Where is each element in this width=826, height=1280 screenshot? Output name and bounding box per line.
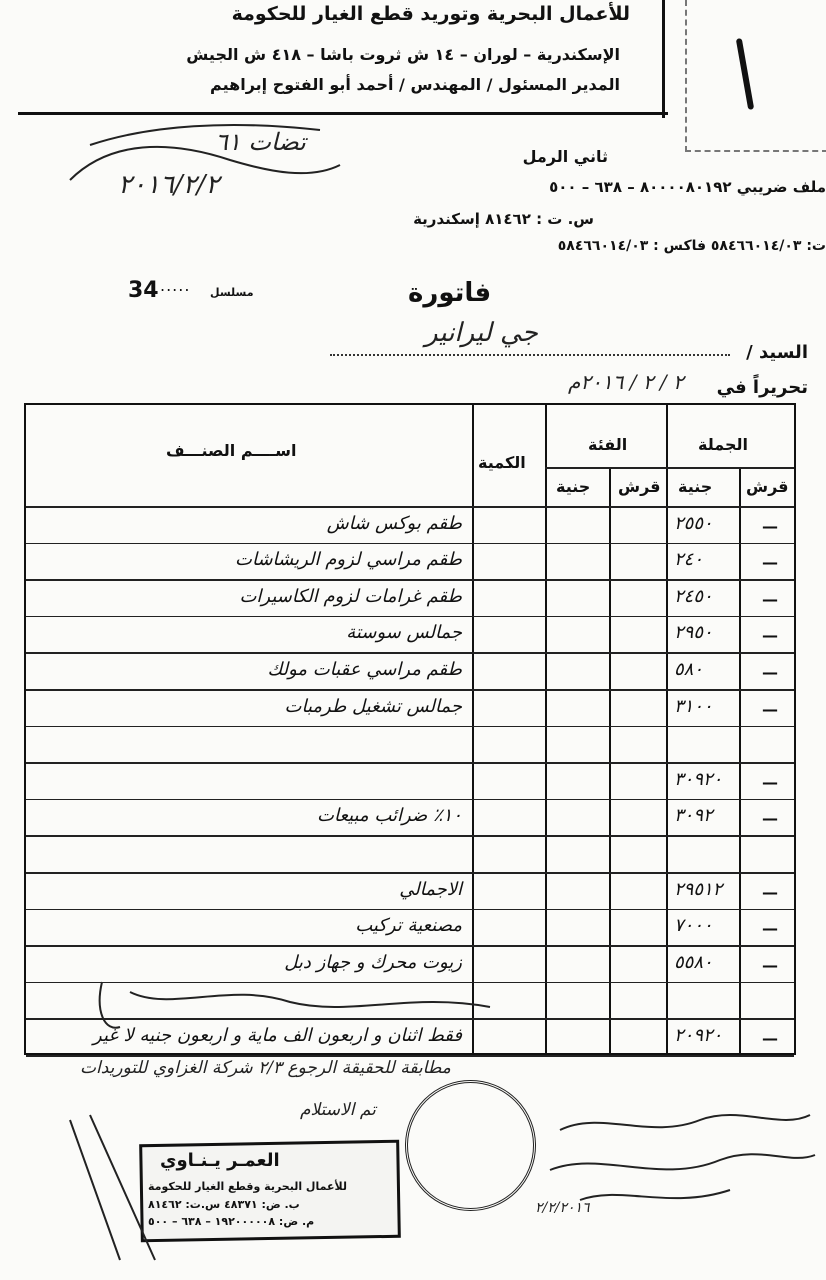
row-total-pound: ٣٠٩٢ — [674, 805, 713, 827]
handwritten-date: ٢٠١٦/٢/٢ — [118, 170, 220, 200]
row-total-pound: ٢٩٥١٢ — [674, 878, 723, 900]
col-divider — [545, 405, 547, 1053]
company-manager: المدير المسئول / المهندس / أحمد أبو الفتوح إبراهيم — [210, 75, 620, 94]
company-activity: للأعمال البحرية وتوريد قطع الغيار للحكومة — [231, 3, 630, 25]
stamp-title: العمـر يـنـاوي — [160, 1150, 280, 1171]
row-total-piaster: — — [762, 699, 778, 719]
header-divider-vertical — [662, 0, 665, 118]
row-total-pound: ٧٠٠٠ — [674, 915, 713, 937]
row-total-piaster: — — [762, 919, 778, 939]
commercial-register: س. ت : ٨١٤٦٢ إسكندرية — [413, 210, 594, 228]
col-header-qty: الكمية — [478, 453, 526, 472]
customer-name: جي ليرانير — [425, 318, 538, 348]
row-total-pound: ٢٠٩٢٠ — [674, 1025, 723, 1046]
handwritten-note: تضات ٦١ — [215, 128, 306, 156]
row-line — [26, 689, 794, 691]
row-line — [26, 909, 794, 911]
col-divider — [666, 405, 668, 1053]
handwritten-receipt-note: تم الاستلام — [300, 1100, 376, 1120]
row-total-pound: ٢٥٥٠ — [674, 512, 713, 534]
row-item-name: طقم مراسي لزوم الريشاشات — [235, 549, 462, 571]
row-total-pound: ٢٤٥٠ — [674, 585, 713, 607]
row-item-name: طقم مراسي عقبات مولك — [267, 659, 462, 680]
date-value: ٢ / ٢ / ٢٠١٦م — [568, 370, 684, 394]
tax-file: ملف ضريبي ٨٠٠٠٠٨٠١٩٢ – ٦٣٨ – ٥٠٠ — [549, 178, 826, 196]
row-item-name: جمالس سوستة — [346, 622, 462, 644]
row-line — [26, 835, 794, 837]
row-total-pound: ٥٥٨٠ — [674, 951, 713, 973]
handwritten-conformity-note: مطابقة للحقيقة الرجوع ٢/٣ شركة الغزاوي للتوريدات — [80, 1058, 451, 1078]
stamp-activity: للأعمال البحرية وقطع الغيار للحكومة — [148, 1180, 347, 1193]
branch-name: ثاني الرمل — [522, 147, 608, 166]
row-total-piaster: — — [762, 516, 778, 536]
col-divider — [739, 467, 741, 1053]
row-item-name: مصنعية تركيب — [355, 915, 462, 937]
row-item-name: طقم غرامات لزوم الكاسيرات — [239, 585, 462, 607]
row-total-pound: ٥٨٠ — [674, 659, 704, 680]
col-divider — [609, 467, 611, 1053]
col-header-unit-pound: جنية — [556, 477, 591, 496]
row-total-pound: ٢٤٠ — [674, 549, 704, 571]
invoice-table — [24, 403, 796, 1055]
customer-dotted-line — [330, 354, 730, 356]
row-line — [26, 945, 794, 947]
stamp-tax-file: م. ض: ١٩٢٠٠٠٠٠٨ – ٦٣٨ – ٥٠٠ — [148, 1215, 315, 1228]
row-line — [26, 652, 794, 654]
row-item-name: جمالس تشغيل طرمبات — [284, 695, 462, 717]
serial-number: 34 — [128, 278, 159, 303]
row-total-piaster: — — [762, 882, 778, 902]
col-header-total: الجملة — [698, 435, 748, 454]
row-total-piaster: — — [762, 955, 778, 975]
row-total-pound: ٣٠٩٢٠ — [674, 768, 723, 790]
date-label: تحريراً في — [716, 377, 808, 398]
row-line — [26, 762, 794, 764]
row-total-piaster: — — [762, 809, 778, 829]
col-header-item: اســــم الصنـــف — [166, 441, 297, 460]
signature-date: ٢/٢/٢٠١٦ — [535, 1200, 590, 1216]
row-line — [26, 1055, 794, 1057]
corner-box — [685, 0, 826, 152]
row-line — [26, 579, 794, 581]
row-line — [26, 726, 794, 728]
row-total-piaster: — — [762, 1029, 778, 1048]
phone-fax: ت: ٥٨٤٦٦٠١٤/٠٣ فاكس : ٥٨٤٦٦٠١٤/٠٣ — [557, 238, 826, 254]
row-line — [26, 543, 794, 545]
row-total-pound: ٢٩٥٠ — [674, 622, 713, 644]
row-total-piaster: — — [762, 553, 778, 573]
pen-strokes — [60, 1110, 180, 1270]
row-line — [26, 872, 794, 874]
row-total-piaster: — — [762, 663, 778, 682]
signature-scribble-total — [90, 972, 510, 1042]
row-item-name: طقم بوكس شاش — [326, 512, 462, 534]
row-total-pound: ٣١٠٠ — [674, 695, 713, 717]
row-item-name: زيوت محرك و جهاز دبل — [284, 951, 462, 973]
col-header-unit-piaster: قرش — [618, 477, 661, 496]
serial-dots: ..... — [160, 276, 191, 295]
serial-label: مسلسل — [210, 286, 254, 299]
row-line — [26, 799, 794, 801]
header-bottom-line — [26, 506, 794, 508]
invoice-title: فاتورة — [408, 278, 492, 308]
col-header-unit-price: الفئة — [588, 435, 628, 454]
row-item-name: فقط اثنان و اربعون الف ماية و اربعون جنيه لا غير — [93, 1025, 462, 1046]
col-divider — [472, 405, 474, 1053]
row-total-piaster: — — [762, 626, 778, 646]
customer-label: السيد / — [746, 342, 808, 363]
col-header-total-pound: جنية — [678, 477, 713, 496]
stamp-registration: ب. ض: ٤٨٣٧١ س.ت: ٨١٤٦٢ — [148, 1198, 300, 1211]
row-total-piaster: — — [762, 589, 778, 609]
row-total-piaster: — — [762, 772, 778, 792]
company-address: الإسكندرية – لوران – ١٤ ش ثروت باشا – ٤١٨ ش الجيش — [186, 45, 620, 64]
round-seal — [405, 1080, 536, 1211]
row-item-name: الاجمالي — [399, 878, 462, 900]
col-header-total-piaster: قرش — [746, 477, 789, 496]
header-subline — [545, 467, 794, 469]
row-item-name: ١٠٪ ضرائب مبيعات — [317, 805, 462, 827]
row-line — [26, 616, 794, 618]
